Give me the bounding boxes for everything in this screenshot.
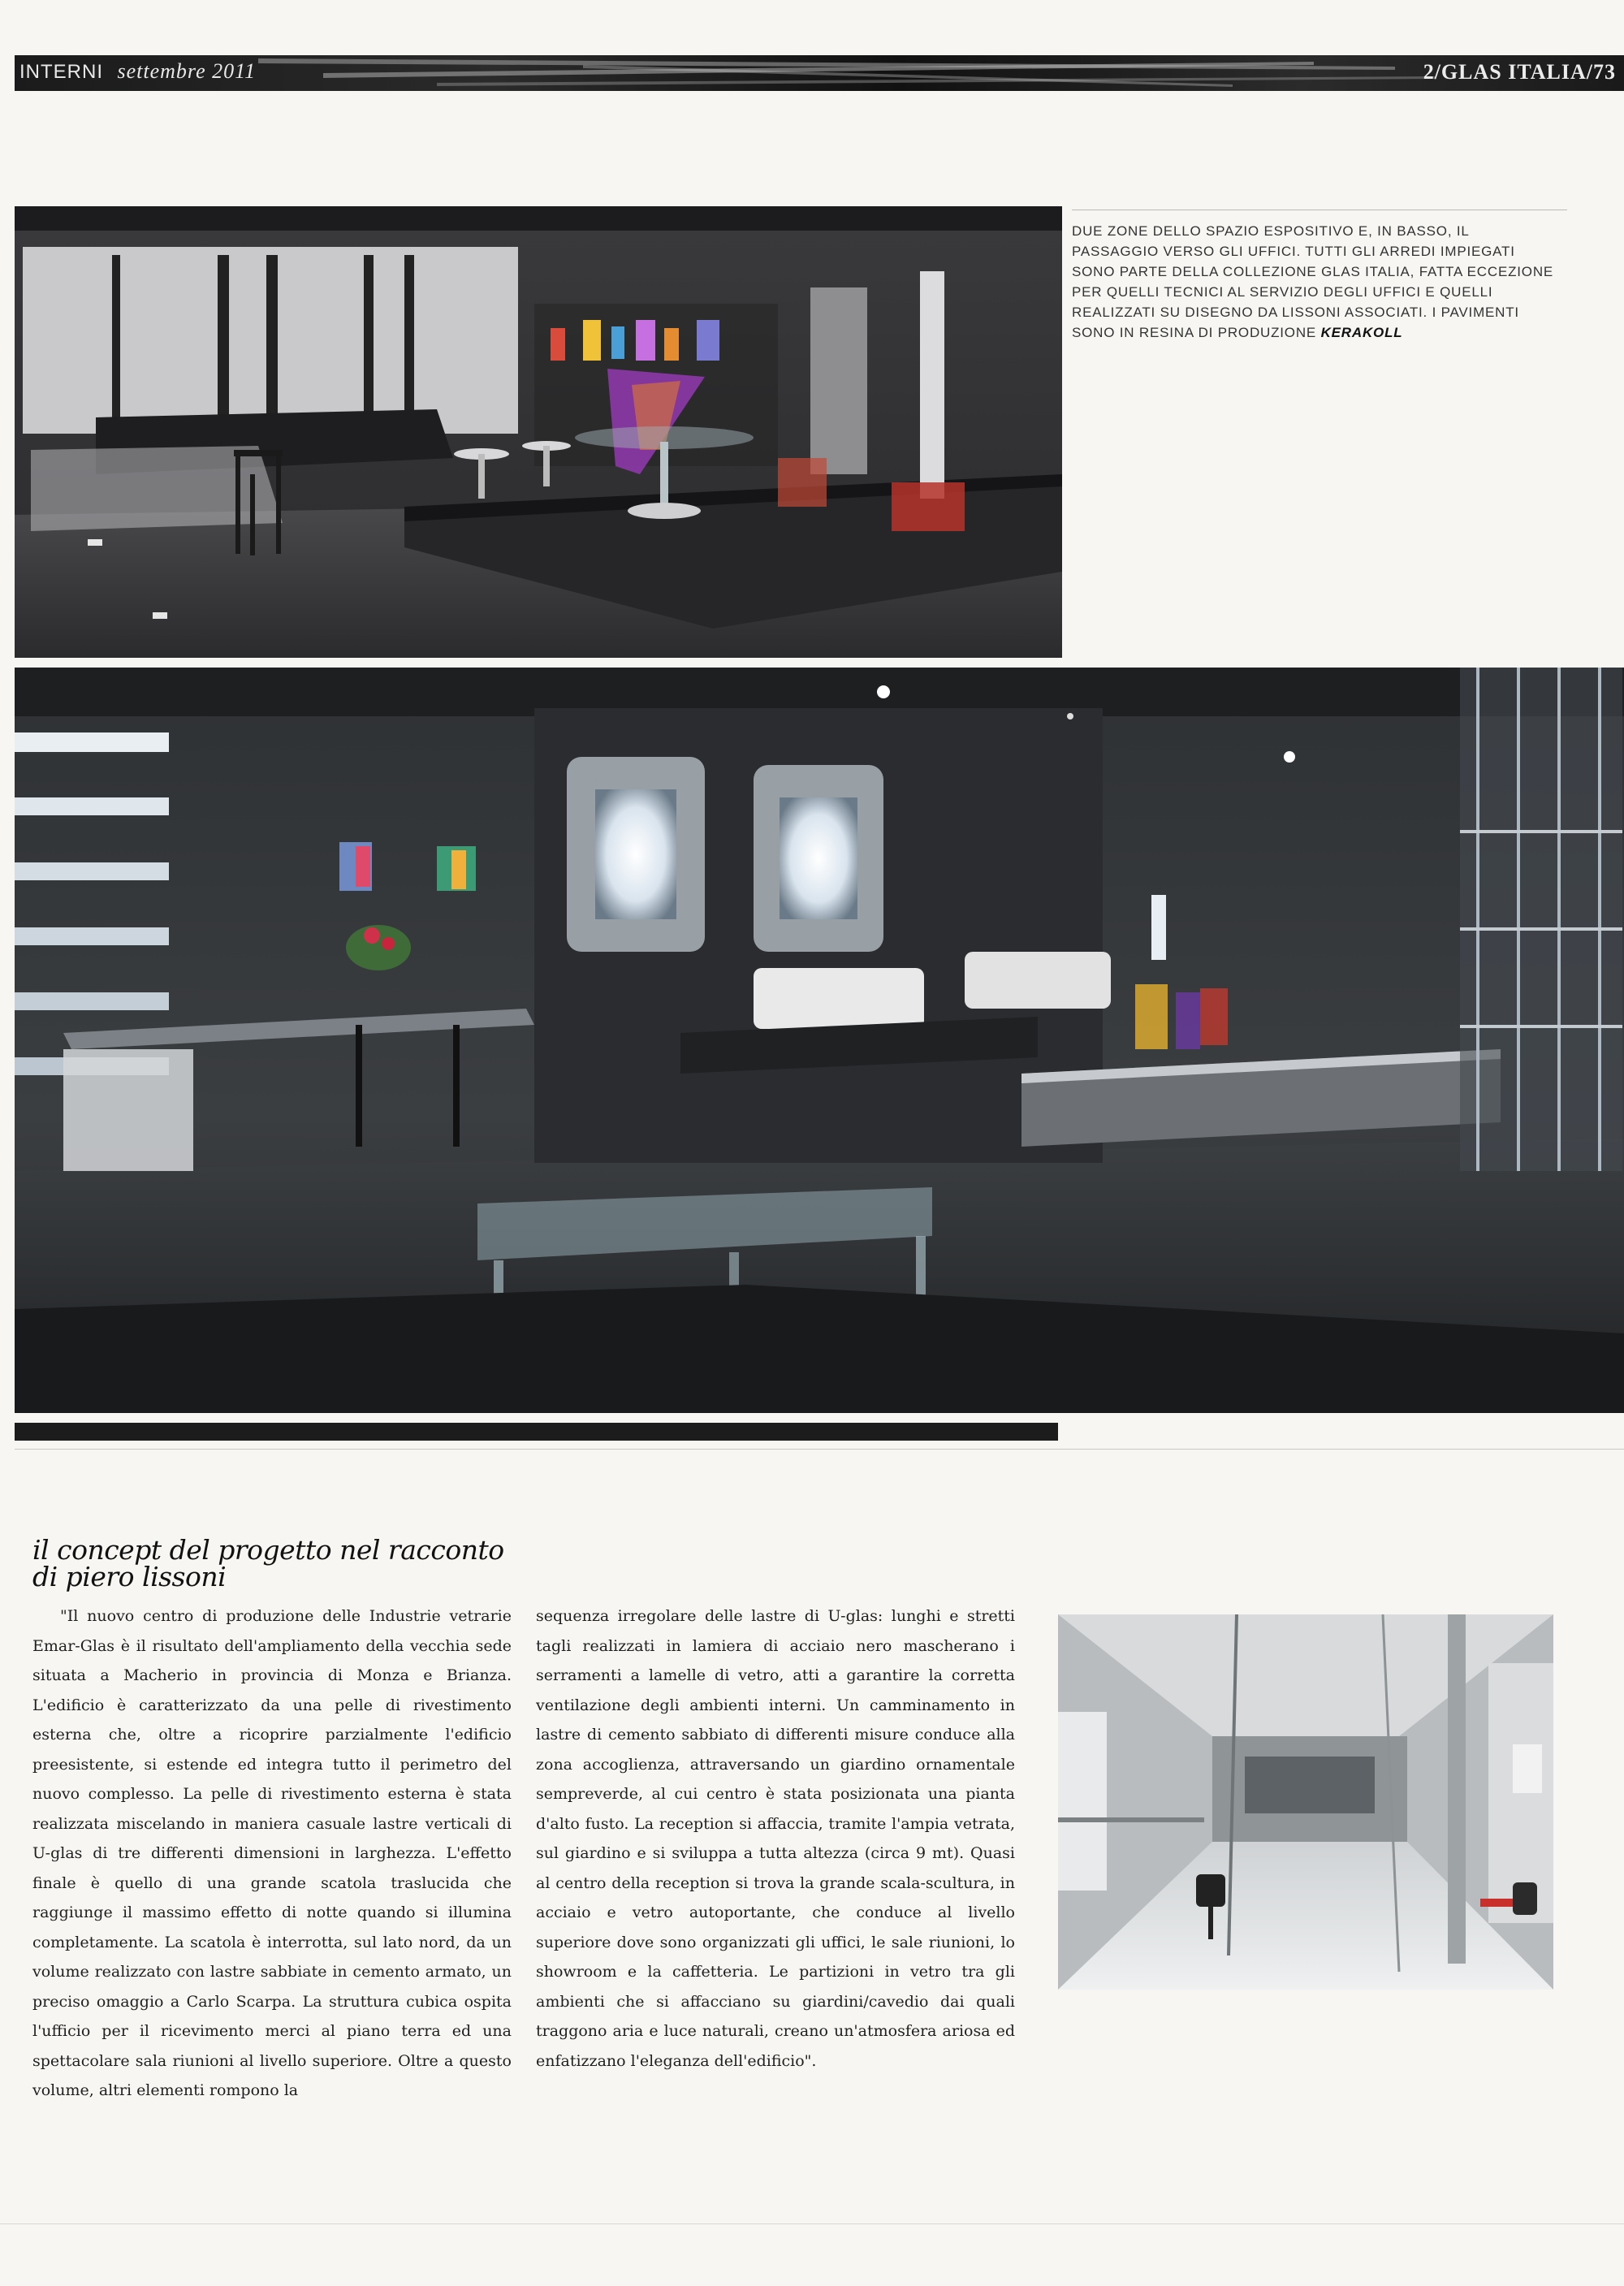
page-footer-rule: [0, 2223, 1624, 2224]
photo-caption: [1072, 221, 1559, 343]
photo-office-corridor: [1058, 1614, 1553, 1990]
headline-line-2: di piero lissoni: [32, 1561, 227, 1592]
header-publication: [19, 59, 256, 84]
article-column-2: [536, 1601, 1015, 2076]
section-divider: [15, 1449, 1624, 1450]
photo-bottom-bar: [15, 1423, 1058, 1441]
header-section-page: 2/GLAS ITALIA/73: [1423, 60, 1616, 84]
page-header-band: [15, 55, 1624, 91]
article-text-col1: "Il nuovo centro di produzione delle Industrie vetrarie Emar-Glas è il risultato dell'ampliamento della vecchia sede situata a Macherio in provincia di Monza e Brianza. L'edificio è caratterizzato da una pelle di rivestimento esterna che, oltre a ricoprire parzialmente l'edificio preesistente, si estende ed integra tutto il perimetro del nuovo complesso. La pelle di rivestimento esterna è stata realizzata miscelando in maniera casuale lastre verticali di U-glas di tre differenti dimensioni in larghezza. L'effetto finale è quello di una grande scatola traslucida che raggiunge il massimo effetto di notte quando si illumina completamente. La scatola è interrotta, sul lato nord, da un volume realizzato con lastre sabbiate in cemento armato, un preciso omaggio a Carlo Scarpa. La struttura cubica ospita l'ufficio per il ricevimento merci al piano terra ed una spettacolare sala riunioni al livello superiore. Oltre a questo volume, altri elementi rompono la: [32, 1607, 512, 2099]
issue-date: settembre 2011: [117, 59, 257, 83]
header-streak-graphic: [15, 55, 1624, 91]
caption-brand: KERAKOLL: [1320, 325, 1403, 340]
photo-exhibition-mirrors: [15, 668, 1624, 1413]
headline-line-1: il concept del progetto nel racconto: [32, 1534, 504, 1566]
article-column-1: [32, 1601, 512, 2106]
article-headline: [32, 1536, 552, 1590]
photo-showroom-platforms: [15, 206, 1062, 658]
article-text-col2: sequenza irregolare delle lastre di U-glas: lunghi e stretti tagli realizzati in lamiera di acciaio nero mascherano i serramenti a lamelle di vetro, atti a garantire la corretta ventilazione degli ambienti interni. Un camminamento in lastre di cemento sabbiato di differenti misure conduce alla zona accoglienza, attraversando un giardino ornamentale sempreverde, al cui centro è stata posizionata una pianta d'alto fusto. La reception si affaccia, tramite l'ampia vetrata, sul giardino e si sviluppa a tutta altezza (circa 9 mt). Quasi al centro della reception si trova la grande scala-scultura, in acciaio e vetro autoportante, che conduce al livello superiore dove sono organizzati gli uffici, le sale riunioni, lo showroom e la caffetteria. Le partizioni in vetro tra gli ambienti che si affacciano su giardini/cavedio dai quali traggono aria e luce naturali, creano un'atmosfera ariosa ed enfatizzano l'eleganza dell'edificio".: [536, 1607, 1015, 2070]
caption-text: DUE ZONE DELLO SPAZIO ESPOSITIVO E, IN BASSO, IL PASSAGGIO VERSO GLI UFFICI. TUTTI GLI ARREDI IMPIEGATI SONO PARTE DELLA COLLEZIONE GLAS ITALIA, FATTA ECCEZIONE PER QUELLI TECNICI AL SERVIZIO DEGLI UFFICI E QUELLI REALIZZATI SU DISEGNO DA LISSONI ASSOCIATI. I PAVIMENTI SONO IN RESINA DI PRODUZIONE: [1072, 223, 1554, 340]
publication-name: INTERNI: [19, 61, 103, 83]
